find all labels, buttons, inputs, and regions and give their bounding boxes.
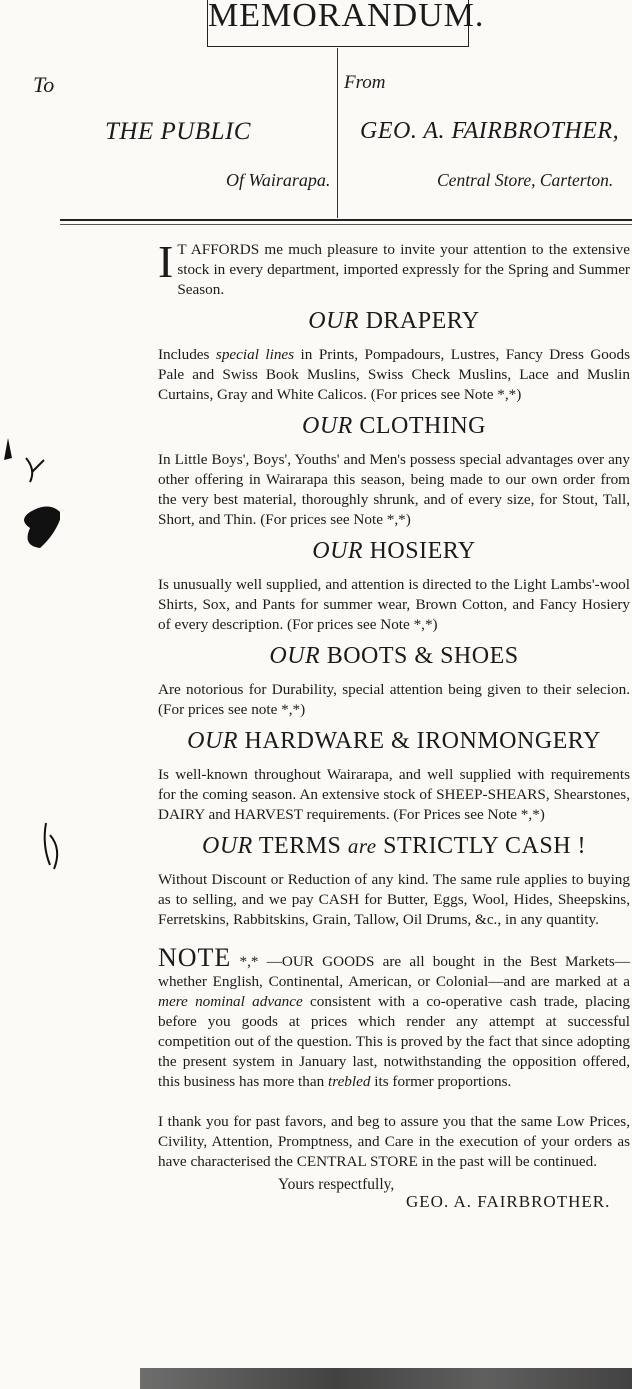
heading-prefix: OUR (302, 413, 353, 439)
heading-prefix: OUR (308, 308, 360, 334)
intro-paragraph (158, 236, 630, 300)
heading-prefix: OUR (312, 538, 364, 564)
section-heading-hosiery (158, 536, 630, 566)
section-body-clothing: In Little Boys', Boys', Youths' and Men's possess special advantages over any other offering in Wairarapa this season, being made to our own order from the very best material, thoroughly shrunk, and of every size, for Stout, Tall, Short, and Thin. (For prices see Note *,*) (158, 451, 630, 528)
heading-text: HARDWARE & IRONMONGERY (244, 728, 601, 754)
section-body-drapery (158, 345, 630, 405)
recipient-location: Of Wairarapa. (226, 170, 331, 190)
section-body-hosiery: Is unusually well supplied, and attention is directed to the Light Lambs'-wool Shirts, Sox, and Pants for summer wear, Brown Cotton, and Fancy Hosiery of every description. (For prices see Note *,*) (158, 576, 630, 633)
intro-dropcap: I (158, 236, 174, 287)
memorandum-title-box (207, 0, 485, 47)
terms-heading (158, 831, 630, 861)
sender-name: GEO. A. FAIRBROTHER, (360, 118, 620, 144)
heading-text: HOSIERY (369, 538, 476, 564)
header-vertical-divider (337, 48, 338, 218)
terms-body: Without Discount or Reduction of any kind. The same rule applies to buying as to selling, and we pay CASH for Butter, Eggs, Wool, Hides, Sheepskins, Ferretskins, Rabbitskins, Grain, Tallow, Oil Drums, &c., in any quantity. (158, 871, 630, 928)
note-body-a: —OUR GOODS are all bought in the Best Markets—whether English, Continental, American, or Colonial—and are marked at a (158, 953, 630, 990)
header-rule (60, 219, 632, 225)
body-text: in Prints, Pompadours, Lustres, Fancy Dress Goods Pale and Swiss Book Muslins, Swiss Check Muslins, Lace and Muslin Curtains, Gray and White Calicos. (For prices see Note *,*) (158, 346, 630, 403)
section-heading-hardware (158, 726, 630, 756)
ink-blot-icon (0, 430, 60, 580)
from-label: From (344, 72, 386, 93)
heading-text: CLOTHING (359, 413, 486, 439)
section-body-hardware: Is well-known throughout Wairarapa, and well supplied with requirements for the coming season. An extensive stock of SHEEP-SHEARS, Shearstones, DAIRY and HARVEST requirements. (For Prices see Note *,*) (158, 766, 630, 823)
note-label: NOTE (158, 943, 232, 972)
to-label: To (33, 72, 55, 97)
note-emphasis-2: trebled (328, 1073, 371, 1090)
memorandum-title: MEMORANDUM. (208, 0, 485, 34)
ink-stroke-icon (40, 815, 70, 875)
heading-prefix: OUR (187, 728, 238, 754)
thanks-paragraph: I thank you for past favors, and beg to assure you that the same Low Prices, Civility, Attention, Promptness, and Care in the execution of your orders as have characterised the CENTRAL STORE in the past will be continued. (158, 1113, 630, 1170)
recipient-name: THE PUBLIC (105, 118, 251, 145)
heading-text: BOOTS & SHOES (326, 643, 519, 669)
section-body-boots-shoes: Are notorious for Durability, special attention being given to their selecion. (For prices see note *,*) (158, 681, 630, 718)
note-paragraph (158, 943, 630, 1092)
terms-word1: TERMS (258, 833, 342, 859)
heading-prefix: OUR (269, 643, 321, 669)
note-body-c: its former proportions. (370, 1073, 512, 1090)
advertisement-body (158, 236, 630, 1222)
note-emphasis-1: mere nominal advance (158, 993, 303, 1010)
section-heading-clothing (158, 411, 630, 441)
intro-text: T AFFORDS me much pleasure to invite your attention to the extensive stock in every department, imported expressly for the Spring and Summer Season. (177, 241, 630, 298)
terms-word2: STRICTLY CASH ! (383, 833, 587, 859)
sender-location: Central Store, Carterton. (437, 170, 614, 190)
bottom-scan-smudge (140, 1368, 632, 1389)
yours-respectfully: Yours respectfully, (278, 1176, 395, 1193)
signature-block (158, 1176, 630, 1222)
signer-name: GEO. A. FAIRBROTHER. (406, 1192, 611, 1211)
section-heading-boots-shoes (158, 641, 630, 671)
body-emphasis: special lines (215, 346, 295, 363)
terms-are: are (347, 834, 377, 858)
terms-prefix: OUR (201, 833, 253, 859)
heading-text: DRAPERY (365, 308, 480, 334)
body-lead: Includes (158, 346, 216, 363)
section-heading-drapery (158, 306, 630, 336)
note-stars: *,* (231, 953, 267, 970)
note-body-b: consistent with a co-operative cash trade, placing before you goods at prices which render any attempt at successful competition out of the question. This is proved by the fact that since adopting the present system in January last, notwithstanding the opposition offered, this business has more than (158, 993, 630, 1090)
